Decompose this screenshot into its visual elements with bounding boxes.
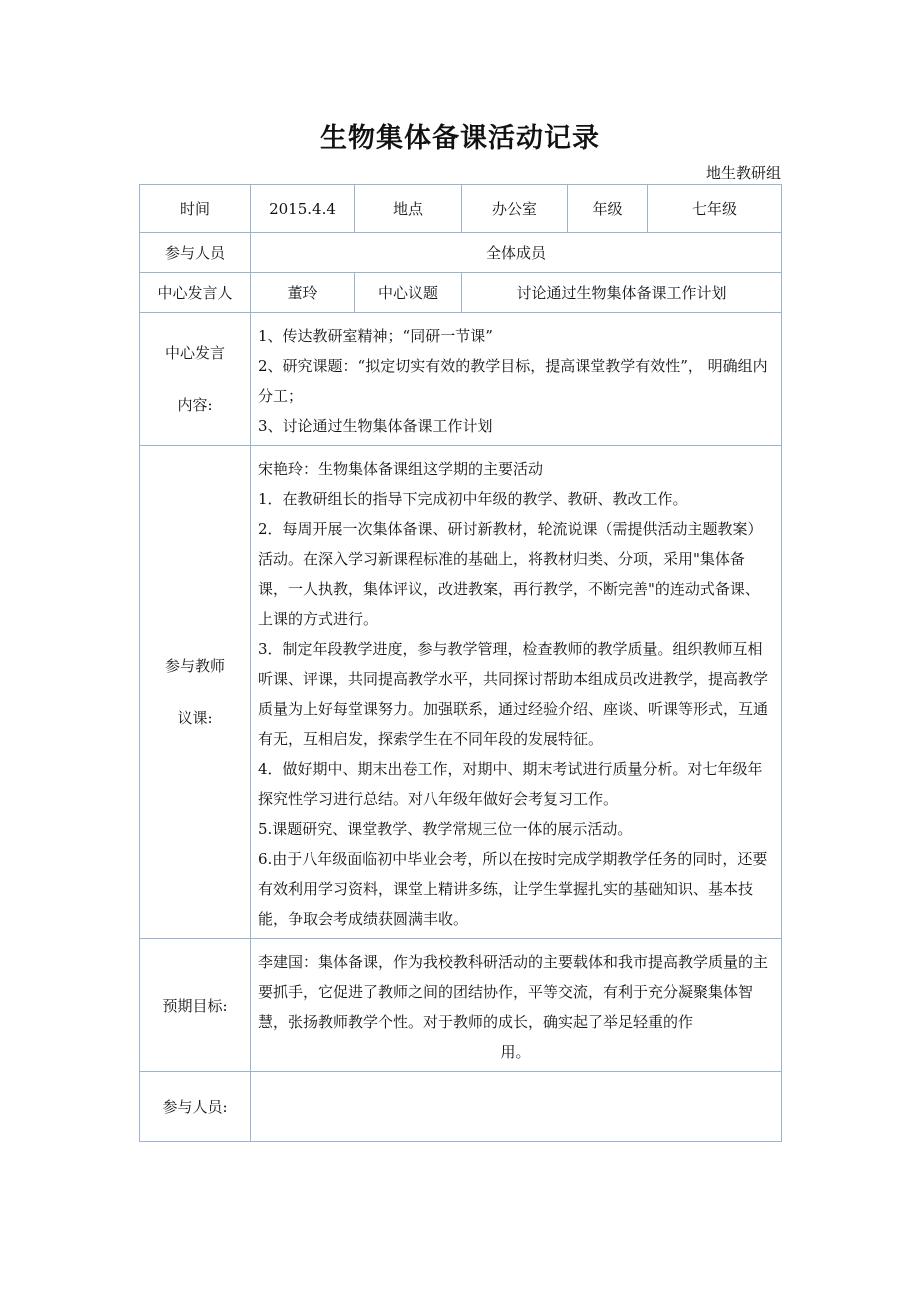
grade-label: 年级	[568, 185, 648, 233]
discussion-label	[140, 446, 251, 939]
row-time-place-grade	[140, 185, 782, 233]
discussion-paragraph: 1．在教研组长的指导下完成初中年级的教学、教研、教改工作。	[258, 490, 688, 508]
speech-content-text	[251, 313, 782, 446]
place-value: 办公室	[462, 185, 568, 233]
discussion-label-line2: 议课:	[177, 709, 213, 727]
speech-line: 3、讨论通过生物集体备课工作计划	[258, 417, 493, 435]
document-title: 生物集体备课活动记录	[320, 123, 600, 154]
grade-value: 七年级	[648, 185, 782, 233]
discussion-paragraph: 5.课题研究、课堂教学、教学常规三位一体的展示活动。	[258, 820, 633, 838]
topic-label: 中心议题	[355, 273, 462, 313]
discussion-paragraph: 3．制定年段教学进度，参与教学管理，检查教师的教学质量。组织教师互相听课、评课，共同提高教学水平，共同探讨帮助本组成员改进教学，提高教学质量为上好每堂课努力。加强联系，通过经验介绍、座谈、听课等形式，互通有无，互相启发，探索学生在不同年段的发展特征。	[258, 640, 769, 748]
discussion-paragraph: 6.由于八年级面临初中毕业会考，所以在按时完成学期教学任务的同时，还要有效利用学习资料，课堂上精讲多练，让学生掌握扎实的基础知识、基本技能，争取会考成绩获圆满丰收。	[258, 850, 768, 928]
row-speech-content	[140, 313, 782, 446]
time-label: 时间	[140, 185, 251, 233]
discussion-text	[251, 446, 782, 939]
speech-content-label-line2: 内容:	[177, 396, 213, 414]
participants-label: 参与人员	[140, 233, 251, 273]
expected-goal-ending: 用。	[500, 1043, 531, 1061]
row-expected-goal	[140, 939, 782, 1072]
discussion-paragraph: 宋艳玲：生物集体备课组这学期的主要活动	[258, 460, 544, 478]
time-value: 2015.4.4	[251, 185, 355, 233]
speech-content-label-line1: 中心发言	[164, 344, 225, 362]
row-teacher-discussion	[140, 446, 782, 939]
participants-value: 全体成员	[251, 233, 782, 273]
activity-record-table	[139, 184, 782, 1142]
speech-line: 1、传达教研室精神；“同研一节课”	[258, 327, 493, 345]
expected-goal-label: 预期目标:	[140, 939, 251, 1072]
row-participants-sign	[140, 1072, 782, 1142]
expected-goal-paragraph: 李建国：集体备课，作为我校教科研活动的主要载体和我市提高教学质量的主要抓手，它促进了教师之间的团结协作，平等交流，有利于充分凝聚集体智慧，张扬教师教学个性。对于教师的成长，确实起了举足轻重的作	[258, 953, 769, 1031]
discussion-label-line1: 参与教师	[164, 657, 225, 675]
organization-name: 地生教研组	[705, 164, 781, 182]
topic-value: 讨论通过生物集体备课工作计划	[462, 273, 782, 313]
speech-content-label	[140, 313, 251, 446]
participants-sign-value	[251, 1072, 782, 1142]
speech-line: 2、研究课题：“拟定切实有效的教学目标，提高课堂教学有效性”， 明确组内分工；	[258, 357, 768, 405]
discussion-paragraph: 4．做好期中、期末出卷工作，对期中、期末考试进行质量分析。对七年级年探究性学习进行总结。对八年级年做好会考复习工作。	[258, 760, 763, 808]
participants-sign-label: 参与人员:	[140, 1072, 251, 1142]
discussion-paragraph: 2．每周开展一次集体备课、研讨新教材，轮流说课（需提供活动主题教案）活动。在深入学习新课程标准的基础上，将教材归类、分项，采用"集体备课，一人执教，集体评议，改进教案，再行教学，不断完善"的连动式备课、上课的方式进行。	[258, 520, 763, 628]
row-participants	[140, 233, 782, 273]
speaker-label: 中心发言人	[140, 273, 251, 313]
place-label: 地点	[355, 185, 462, 233]
row-speaker-topic	[140, 273, 782, 313]
expected-goal-text	[251, 939, 782, 1072]
speaker-value: 董玲	[251, 273, 355, 313]
